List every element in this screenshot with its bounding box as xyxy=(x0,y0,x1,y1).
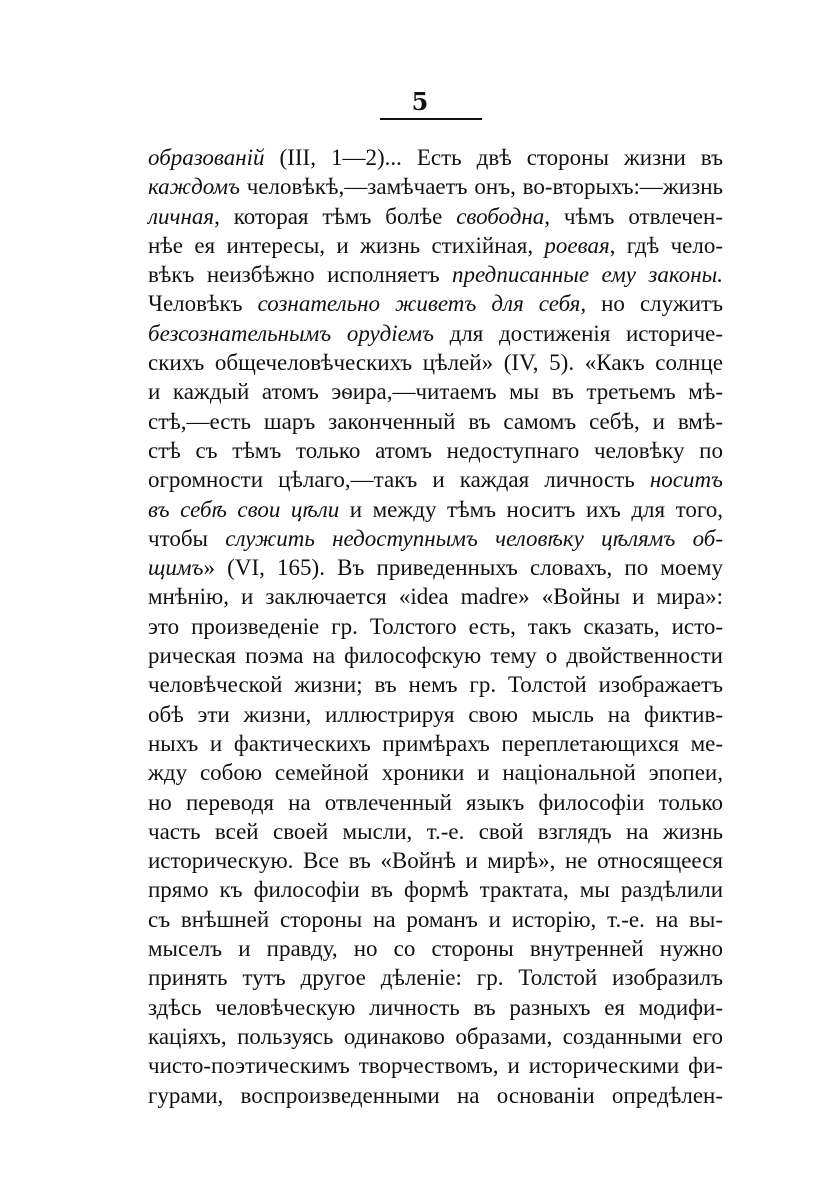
text-line xyxy=(148,670,723,699)
text-line xyxy=(148,875,723,904)
text-segment: принять тутъ другое дѣленіе: гр. Толстой изобразилъ xyxy=(148,965,723,991)
text-segment: прямо къ философіи въ формѣ трактата, мы раздѣлили xyxy=(148,877,723,903)
text-segment: мнѣнію, и заключается «idea madre» «Войны и мира»: xyxy=(148,584,723,610)
italic-text: въ себѣ свои цѣли xyxy=(148,496,340,522)
text-line xyxy=(148,817,723,846)
text-line xyxy=(148,202,723,231)
text-line xyxy=(148,641,723,670)
italic-text: щимъ xyxy=(148,555,204,581)
page-header xyxy=(0,88,840,116)
text-segment: но переводя на отвлеченный языкъ философіи только xyxy=(148,789,723,815)
text-segment: каціяхъ, пользуясь одинаково образами, созданными его xyxy=(148,1023,723,1049)
text-line xyxy=(148,729,723,758)
body-paragraph xyxy=(148,143,723,1110)
text-segment: стѣ съ тѣмъ только атомъ недоступнаго человѣку по xyxy=(148,437,723,463)
text-segment: нѣе ея интересы, и жизнь стихійная, xyxy=(148,232,545,258)
text-line xyxy=(148,524,723,553)
text-segment: человѣческой жизни; въ немъ гр. Толстой изображаетъ xyxy=(148,672,723,698)
italic-text: предписанные ему законы. xyxy=(452,262,724,288)
header-rule xyxy=(380,118,482,120)
text-line xyxy=(148,377,723,406)
text-line xyxy=(148,495,723,524)
text-segment: огромности цѣлаго,—такъ и каждая личность xyxy=(148,467,650,493)
text-line xyxy=(148,582,723,611)
italic-text: роевая xyxy=(544,232,610,258)
text-segment: жду собою семейной хроники и національной эпопеи, xyxy=(148,760,723,786)
text-line xyxy=(148,553,723,582)
text-line xyxy=(148,260,723,289)
text-segment: (III, 1—2)... Есть двѣ стороны жизни въ xyxy=(264,145,723,170)
text-segment: чтобы xyxy=(148,525,226,551)
text-line xyxy=(148,143,723,172)
page-number: 5 xyxy=(411,87,429,116)
text-segment: чисто-поэтическимъ творчествомъ, и историческими фи- xyxy=(148,1053,723,1079)
text-segment: съ внѣшней стороны на романъ и исторію, т.-е. на вы- xyxy=(148,906,723,932)
text-line xyxy=(148,465,723,494)
text-segment: , гдѣ чело- xyxy=(609,232,723,258)
text-line xyxy=(148,319,723,348)
text-segment: человѣкѣ,—замѣчаетъ онъ, во-вторыхъ:—жизнь xyxy=(239,174,723,200)
text-segment: здѣсь человѣческую личность въ разныхъ ея модифи- xyxy=(148,994,723,1020)
text-line xyxy=(148,934,723,963)
text-line xyxy=(148,846,723,875)
text-line xyxy=(148,407,723,436)
text-line xyxy=(148,758,723,787)
text-line xyxy=(148,231,723,260)
text-segment: это произведеніе гр. Толстого есть, такъ сказать, исто- xyxy=(148,613,723,639)
text-line xyxy=(148,1022,723,1051)
text-segment: , но служитъ xyxy=(580,291,723,317)
text-line xyxy=(148,612,723,641)
text-segment: вѣкъ неизбѣжно исполняетъ xyxy=(148,262,453,288)
text-line xyxy=(148,172,723,201)
text-line xyxy=(148,788,723,817)
text-segment: и между тѣмъ носитъ ихъ для того, xyxy=(339,496,723,522)
italic-text: личная xyxy=(148,203,215,229)
text-segment: ныхъ и фактическихъ примѣрахъ переплетающихся ме- xyxy=(148,730,723,756)
italic-text: свободна xyxy=(456,203,545,229)
text-line xyxy=(148,289,723,318)
italic-text: безсознательнымъ орудіемъ xyxy=(148,320,434,346)
italic-text: служить недоступнымъ человѣку цѣлямъ об- xyxy=(225,525,723,551)
text-segment: рическая поэма на философскую тему о двойственности xyxy=(148,643,723,669)
italic-text: носитъ xyxy=(649,467,723,493)
text-line xyxy=(148,1081,723,1110)
text-segment: » (VI, 165). Въ приведенныхъ словахъ, по моему xyxy=(203,555,723,581)
text-segment: часть всей своей мысли, т.-е. свой взглядъ на жизнь xyxy=(148,818,723,844)
text-segment: Человѣкъ xyxy=(148,291,258,317)
text-segment: стѣ,—есть шаръ законченный въ самомъ себѣ, и вмѣ- xyxy=(148,408,723,434)
text-line xyxy=(148,436,723,465)
text-segment: мыселъ и правду, но со стороны внутренней нужно xyxy=(148,936,723,962)
text-line xyxy=(148,1051,723,1080)
italic-text: сознательно живетъ для себя xyxy=(257,291,581,317)
text-line xyxy=(148,993,723,1022)
text-segment: , которая тѣмъ болѣе xyxy=(214,203,457,229)
text-line xyxy=(148,348,723,377)
italic-text: каждомъ xyxy=(148,174,240,200)
text-line xyxy=(148,963,723,992)
text-segment: , чѣмъ отвлечен- xyxy=(544,203,723,229)
text-segment: для достиженія историче- xyxy=(433,320,724,346)
text-segment: и каждый атомъ эѳира,—читаемъ мы въ третьемъ мѣ- xyxy=(148,379,723,405)
text-segment: историческую. Все въ «Войнѣ и мирѣ», не относящееся xyxy=(148,848,723,874)
text-segment: скихъ общечеловѣческихъ цѣлей» (IV, 5). «Какъ солнце xyxy=(148,350,723,376)
text-segment: гурами, воспроизведенными на основаніи опредѣлен- xyxy=(148,1082,723,1108)
text-line xyxy=(148,905,723,934)
text-segment: обѣ эти жизни, иллюстрируя свою мысль на фиктив- xyxy=(148,701,723,727)
text-line xyxy=(148,700,723,729)
italic-text: образованій xyxy=(148,145,265,170)
